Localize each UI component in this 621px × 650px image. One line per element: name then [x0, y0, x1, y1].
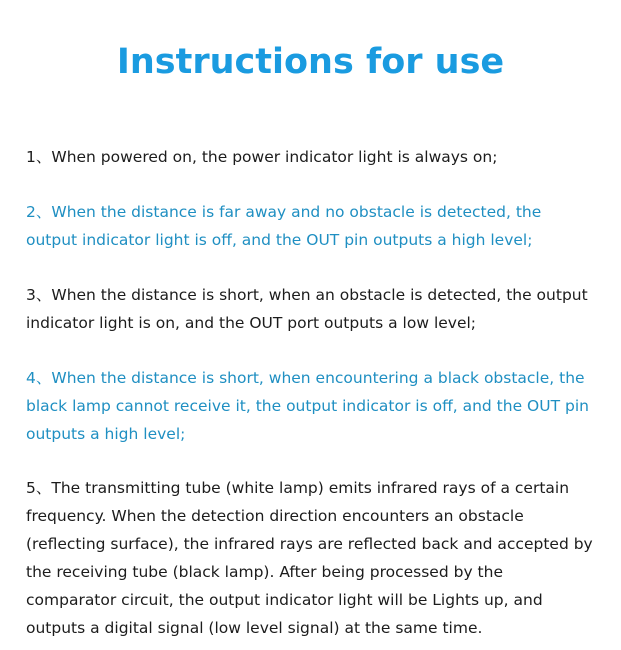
instruction-3: 3、When the distance is short, when an obstacle is detected, the output indicator light is on, and the OUT port outputs a low level;	[26, 286, 588, 332]
page-title: Instructions for use	[116, 42, 505, 82]
instruction-4: 4、When the distance is short, when encountering a black obstacle, the black lamp cannot receive it, the output indicator is off, and the OUT pin outputs a high level;	[26, 369, 589, 443]
instruction-5: 5、The transmitting tube (white lamp) emits infrared rays of a certain frequency. When the detection direction encounters an obstacle (reflecting surface), the infrared rays are reflected back and accepted by the receiving tube (black lamp). After being processed by the comparator circuit, the output indicator light will be Lights up, and outputs a digital signal (low level signal) at the same time.	[26, 479, 593, 637]
instruction-2: 2、When the distance is far away and no obstacle is detected, the output indicator light is off, and the OUT pin outputs a high level;	[26, 203, 542, 249]
instruction-1: 1、When powered on, the power indicator light is always on;	[26, 148, 498, 166]
